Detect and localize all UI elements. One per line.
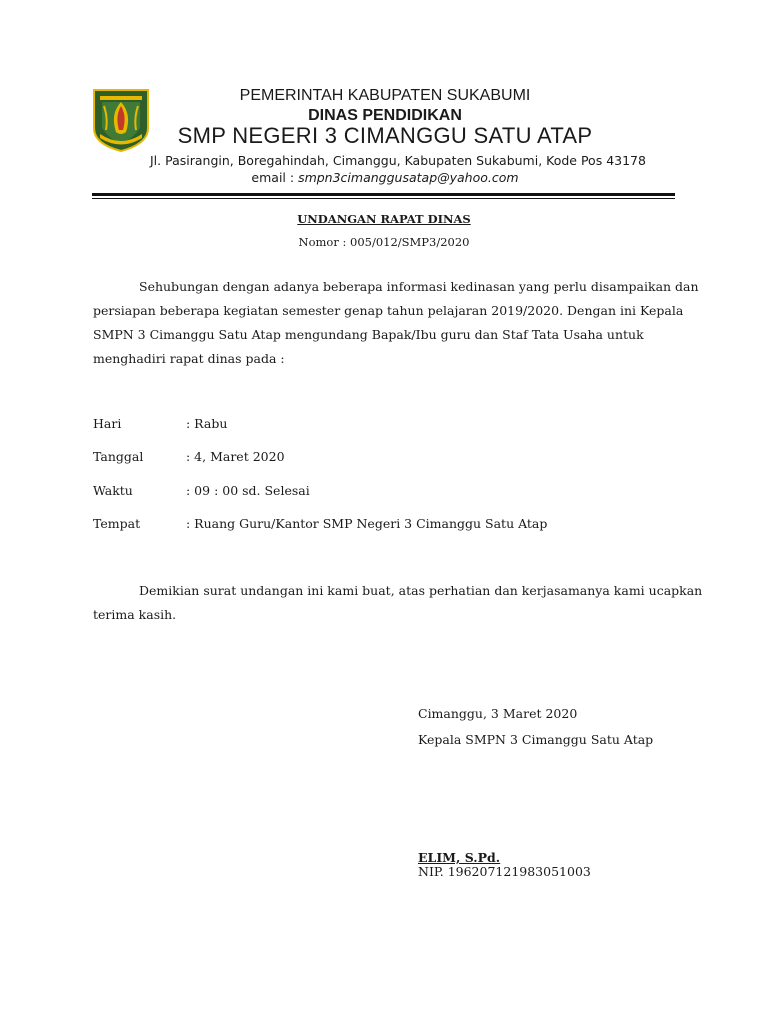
opening-line: SMPN 3 Cimanggu Satu Atap mengundang Bapak/Ibu guru dan Staf Tata Usaha untuk bbox=[93, 327, 644, 342]
closing-paragraph bbox=[93, 579, 703, 627]
signature-place-date: Cimanggu, 3 Maret 2020 bbox=[418, 706, 578, 721]
header-address: Jl. Pasirangin, Boregahindah, Cimanggu, Kabupaten Sukabumi, Kode Pos 43178 bbox=[150, 153, 646, 168]
email-label: email : bbox=[251, 170, 299, 185]
opening-line: menghadiri rapat dinas pada : bbox=[93, 351, 285, 366]
signature-role: Kepala SMPN 3 Cimanggu Satu Atap bbox=[418, 732, 654, 747]
header-department: DINAS PENDIDIKAN bbox=[308, 107, 462, 124]
detail-value: : 4, Maret 2020 bbox=[186, 449, 285, 464]
letter-number: Nomor : 005/012/SMP3/2020 bbox=[298, 235, 470, 249]
detail-value: : Rabu bbox=[186, 416, 228, 431]
detail-label: Waktu bbox=[93, 483, 133, 498]
signatory-nip: NIP. 196207121983051003 bbox=[418, 864, 591, 879]
header-email bbox=[150, 170, 620, 185]
header-divider-thin bbox=[92, 198, 675, 199]
header-divider-thick bbox=[92, 193, 675, 196]
closing-line: Demikian surat undangan ini kami buat, atas perhatian dan kerjasamanya kami ucapkan bbox=[139, 583, 703, 598]
detail-label: Tempat bbox=[93, 516, 141, 531]
signatory-name: ELIM, S.Pd. bbox=[418, 850, 501, 865]
detail-label: Tanggal bbox=[93, 449, 144, 464]
opening-paragraph bbox=[93, 275, 699, 371]
detail-label: Hari bbox=[93, 416, 122, 431]
header-government: PEMERINTAH KABUPATEN SUKABUMI bbox=[239, 87, 531, 104]
detail-value: : Ruang Guru/Kantor SMP Negeri 3 Cimanggu Satu Atap bbox=[186, 516, 548, 531]
email-value: smpn3cimanggusatap@yahoo.com bbox=[298, 170, 519, 185]
opening-line: persiapan beberapa kegiatan semester genap tahun pelajaran 2019/2020. Dengan ini Kepala bbox=[93, 303, 684, 318]
header-school-name: SMP NEGERI 3 CIMANGGU SATU ATAP bbox=[177, 123, 593, 148]
detail-value: : 09 : 00 sd. Selesai bbox=[186, 483, 310, 498]
opening-line: Sehubungan dengan adanya beberapa informasi kedinasan yang perlu disampaikan dan bbox=[139, 279, 699, 294]
letter-title: UNDANGAN RAPAT DINAS bbox=[297, 212, 471, 226]
closing-line: terima kasih. bbox=[93, 607, 177, 622]
kabupaten-sukabumi-emblem-icon bbox=[92, 88, 150, 152]
